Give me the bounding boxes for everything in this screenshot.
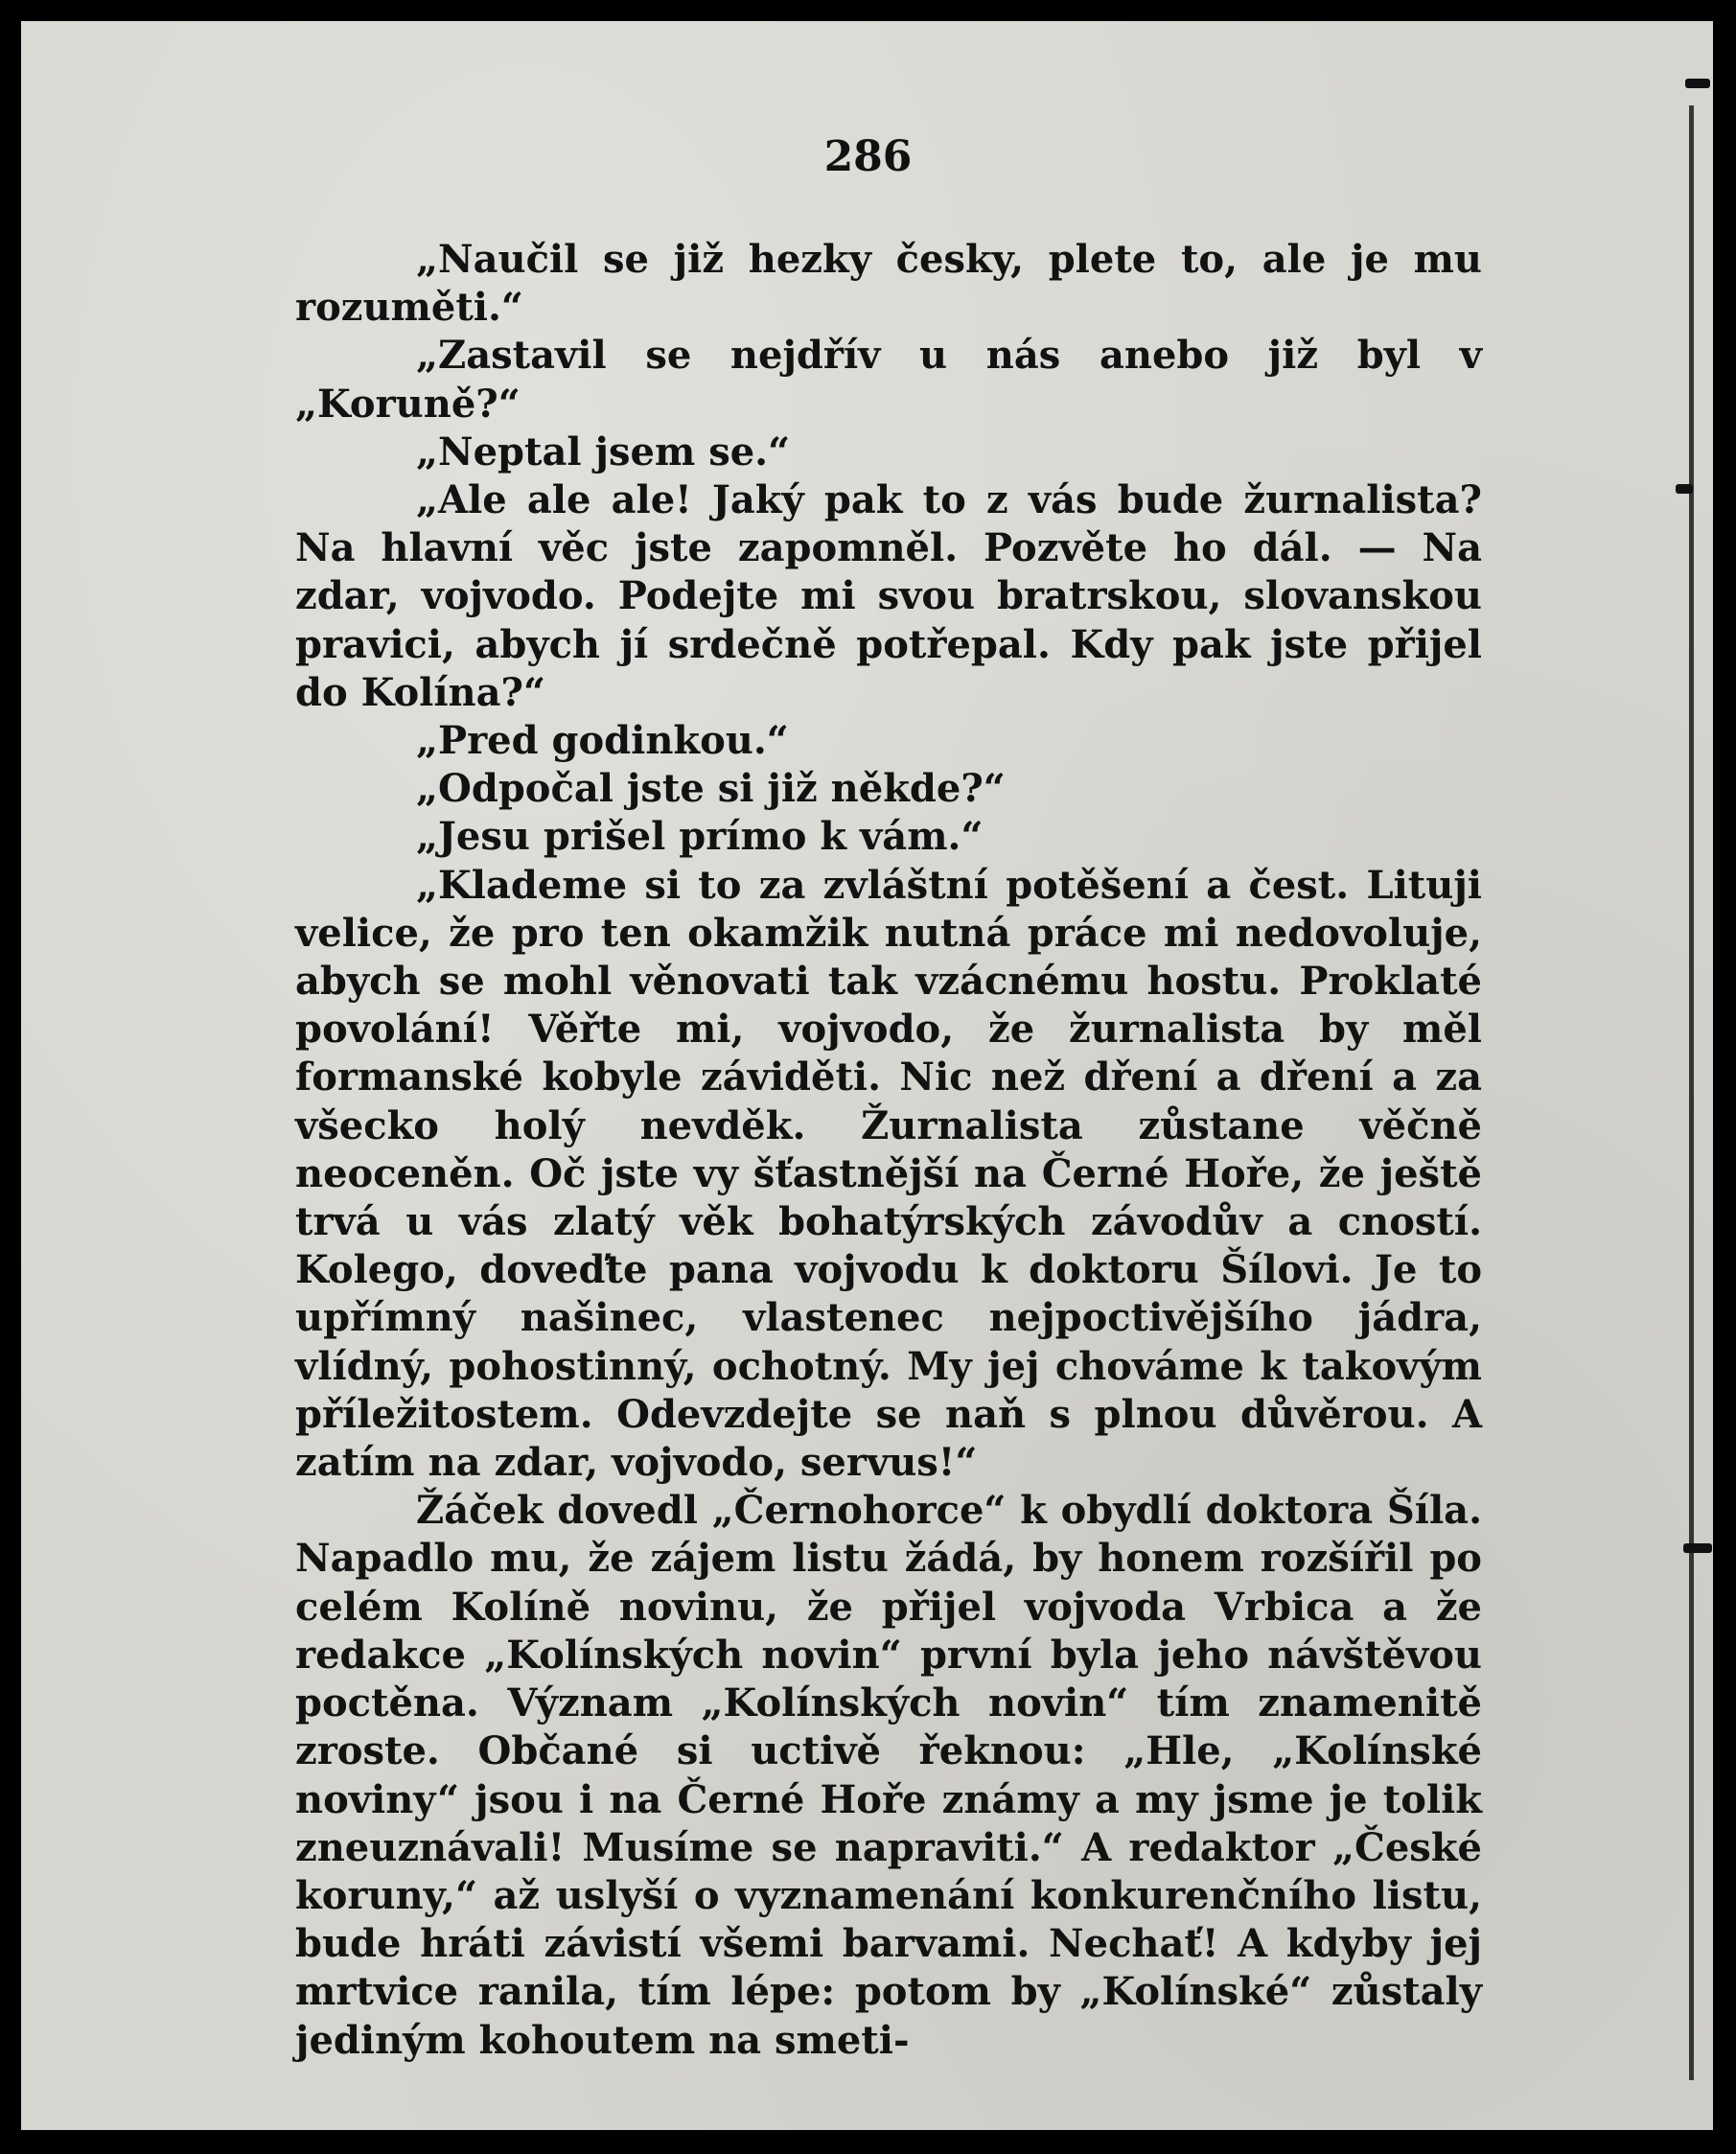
- paragraph: „Neptal jsem se.“: [416, 428, 791, 475]
- body-text: [295, 236, 1482, 2065]
- paragraph: „Zastavil se nejdřív u nás anebo již byl v „Koruně?“: [295, 333, 1482, 427]
- binding-edge: [1689, 105, 1694, 2080]
- binding-mark: [1683, 1543, 1712, 1553]
- paragraph: „Jesu prišel prímo k vám.“: [416, 814, 984, 860]
- paragraph: Žáček dovedl „Černohorce“ k obydlí doktora Šíla. Napadlo mu, že zájem listu žádá, by honem rozšířil po celém Kolíně novinu, že přijel vojvoda Vrbica a že redakce „Kolínských novin“ první byla jeho návštěvou poctěna. Význam „Kolínských novin“ tím znamenitě zroste. Občané si uctivě řeknou: „Hle, „Kolínské noviny“ jsou i na Černé Hoře známy a my jsme je tolik zneuznávali! Musíme se napraviti.“ A redaktor „České koruny,“ až uslyší o vyznamenání konkurenčního listu, bude hráti závistí všemi barvami. Nechať! A kdyby jej mrtvice ranila, tím lépe: potom by „Kolínské“ zůstaly jediným kohoutem na smeti-: [295, 1488, 1482, 2063]
- paragraph: „Ale ale ale! Jaký pak to z vás bude žurnalista? Na hlavní věc jste zapomněl. Pozvěte ho dál. — Na zdar, vojvodo. Podejte mi svou bratrskou, slovanskou pravici, abych jí srdečně potřepal. Kdy pak jste přijel do Kolína?“: [295, 477, 1482, 715]
- binding-mark: [1676, 484, 1693, 494]
- paragraph: „Naučil se již hezky česky, plete to, ale je mu rozuměti.“: [295, 237, 1482, 331]
- binding-mark: [1685, 79, 1710, 88]
- paragraph: „Klademe si to za zvláštní potěšení a čest. Lituji velice, že pro ten okamžik nutná práce mi nedovoluje, abych se mohl věnovati tak vzácnému hostu. Proklaté povolání! Věřte mi, vojvodo, že žurnalista by měl formanské kobyle záviděti. Nic než dření a dření a za všecko holý nevděk. Žurnalista zůstane věčně neoceněn. Oč jste vy šťastnější na Černé Hoře, že ještě trvá u vás zlatý věk bohatýrských závodův a cností. Kolego, doveďte pana vojvodu k doktoru Šílovi. Je to upřímný našinec, vlastenec nejpoctivějšího jádra, vlídný, pohostinný, ochotný. My jej chováme k takovým příležitostem. Odevzdejte se naň s plnou důvěrou. A zatím na zdar, vojvodo, servus!“: [295, 862, 1482, 1486]
- paragraph: „Pred godinkou.“: [416, 718, 789, 764]
- page-number: 286: [823, 132, 913, 181]
- paragraph: „Odpočal jste si již někde?“: [416, 766, 1006, 812]
